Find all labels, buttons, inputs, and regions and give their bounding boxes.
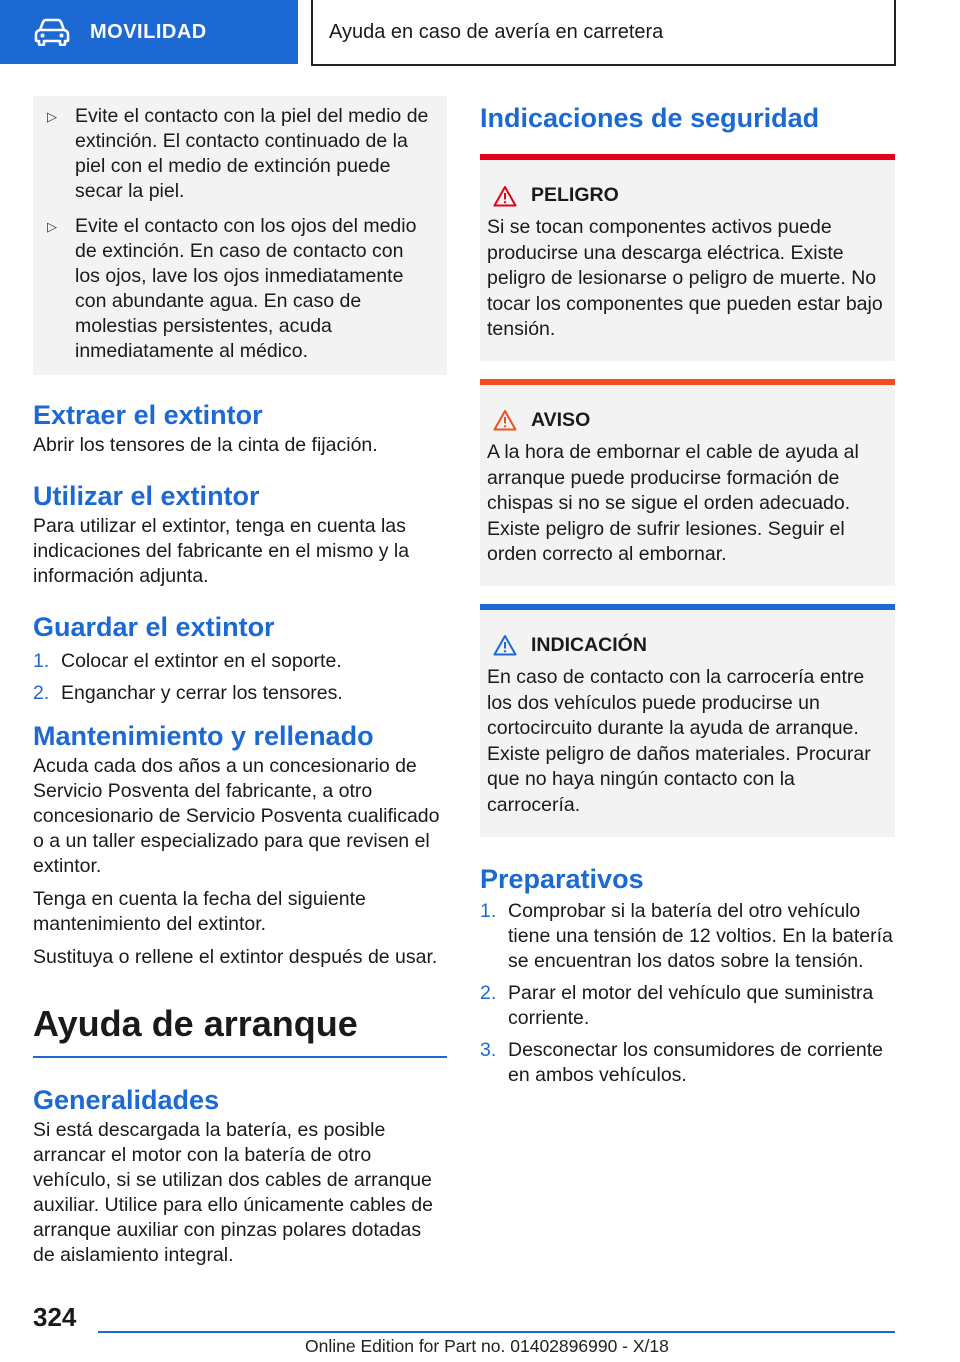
heading-utilizar: Utilizar el extintor: [33, 481, 260, 511]
text-generalidades: Si está descargada la batería, es posible arrancar el motor con la batería de otro vehículo, si se utilizan dos cables de arranque auxiliar. Utilice para ello únicamente cables de arranque auxiliar con pinzas polares dotadas de aislamiento integral.: [33, 1119, 433, 1266]
section-tab[interactable]: [0, 0, 298, 64]
mantenimiento-paragraph: Sustituya o rellene el extintor después de usar.: [33, 946, 438, 968]
list-item: [480, 899, 895, 974]
step-number: 2.: [480, 981, 497, 1004]
right-column: [480, 96, 895, 1095]
list-item: [33, 681, 447, 706]
step-number: 3.: [480, 1038, 497, 1061]
notice-aviso: [480, 379, 895, 586]
footer-divider: [98, 1331, 895, 1333]
warning-triangle-icon: [493, 634, 517, 656]
step-text: Colocar el extintor en el soporte.: [61, 650, 342, 672]
notice-indicacion: [480, 604, 895, 837]
guardar-steps: [33, 649, 447, 706]
notice-label: PELIGRO: [531, 184, 619, 206]
chapter-heading: Ayuda de arranque: [33, 1004, 447, 1058]
footer-edition: Online Edition for Part no. 01402896990 - X/18: [305, 1336, 669, 1356]
chapter-title: [311, 0, 896, 66]
step-text: Enganchar y cerrar los tensores.: [61, 682, 343, 704]
heading-preparativos: Preparativos: [480, 863, 644, 894]
notice-text: A la hora de embornar el cable de ayuda al arranque puede producirse formación de chispas si no se sigue el orden adecuado. Existe peligro de sufrir lesiones. Seguir el orden correcto al embornar.: [487, 440, 859, 566]
triangle-bullet-icon: ▷: [47, 219, 57, 234]
warning-triangle-icon: [493, 409, 517, 431]
bullet-item: [47, 214, 433, 364]
car-icon: [34, 18, 70, 46]
step-number: 1.: [480, 899, 497, 922]
step-number: 1.: [33, 650, 50, 672]
step-text: Desconectar los consumidores de corriente en ambos vehículos.: [508, 1038, 884, 1086]
step-text: Parar el motor del vehículo que suministra corriente.: [508, 981, 874, 1029]
preparativos-steps: [480, 899, 895, 1088]
extinguisher-bullets-box: [33, 96, 447, 375]
heading-generalidades: Generalidades: [33, 1085, 220, 1115]
text-utilizar: Para utilizar el extintor, tenga en cuenta las indicaciones del fabricante en el mismo y la información adjunta.: [33, 515, 410, 587]
list-item: [33, 649, 447, 674]
notice-peligro: [480, 154, 895, 361]
bullet-text: Evite el contacto con la piel del medio de extinción. El contacto continuado de la piel con el medio de extinción puede secar la piel.: [75, 105, 429, 202]
mantenimiento-paragraph: Tenga en cuenta la fecha del siguiente mantenimiento del extintor.: [33, 888, 366, 935]
list-item: [480, 981, 895, 1031]
section-label: MOVILIDAD: [90, 20, 207, 43]
bullet-item: [47, 104, 433, 204]
warning-triangle-icon: [493, 185, 517, 207]
left-column: [33, 96, 447, 1268]
notice-text: En caso de contacto con la carrocería entre los dos vehículos puede producirse un cortocircuito durante la ayuda de arranque. Existe peligro de daños materiales. Procurar que no haya ningún contacto con la carrocería.: [487, 665, 871, 816]
step-text: Comprobar si la batería del otro vehículo tiene una tensión de 12 voltios. En la batería se encuentran los datos sobre la tensión.: [508, 899, 893, 972]
notice-text: Si se tocan componentes activos puede producirse una descarga eléctrica. Existe peligro de lesionarse o peligro de muerte. No tocar los componentes que pueden estar bajo tensión.: [487, 216, 883, 341]
triangle-bullet-icon: ▷: [47, 109, 57, 124]
step-number: 2.: [33, 682, 50, 704]
text-extraer: Abrir los tensores de la cinta de fijación.: [33, 434, 378, 456]
list-item: [480, 1038, 895, 1088]
heading-seguridad: Indicaciones de seguridad: [480, 103, 820, 133]
page-header: [0, 0, 960, 66]
notice-label: INDICACIÓN: [531, 633, 647, 656]
notice-label: AVISO: [531, 408, 591, 431]
heading-extraer: Extraer el extintor: [33, 400, 263, 430]
heading-mantenimiento: Mantenimiento y rellenado: [33, 721, 374, 751]
mantenimiento-paragraph: Acuda cada dos años a un concesionario de Servicio Posventa del fabricante, a otro concesionario de Servicio Posventa cualificado o a un taller especializado para que revisen el extintor.: [33, 755, 440, 877]
chapter-title-text: Ayuda en caso de avería en carretera: [329, 20, 664, 43]
bullet-text: Evite el contacto con los ojos del medio de extinción. En caso de contacto con los ojos, lave los ojos inmediatamente con abundante agua. En caso de molestias persistentes, acuda inmediatamente al médico.: [75, 215, 417, 362]
page-number: 324: [33, 1302, 77, 1332]
heading-guardar: Guardar el extintor: [33, 612, 275, 642]
